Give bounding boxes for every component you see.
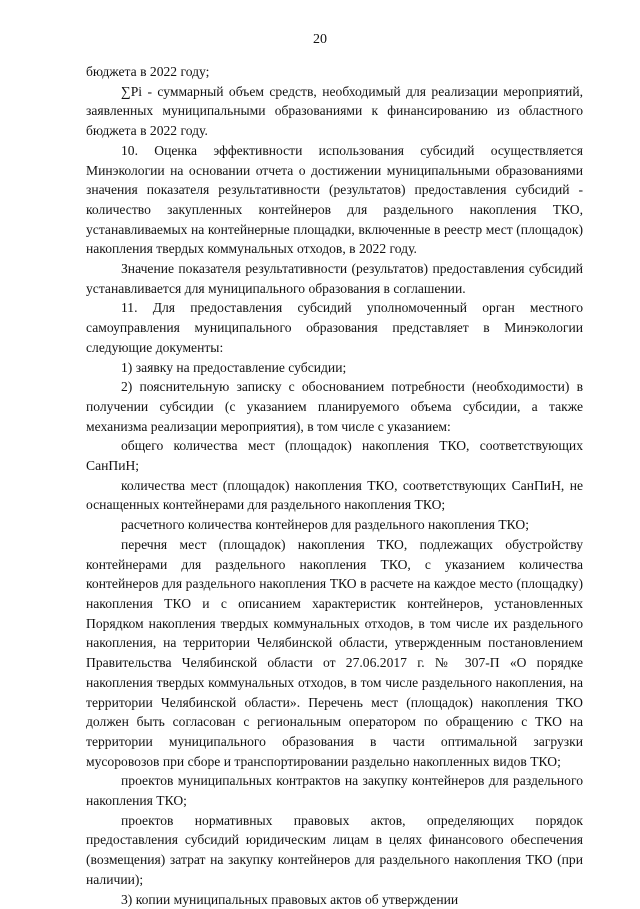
paragraph-sum-pi-definition: ∑Pi - суммарный объем средств, необходимый для реализации мероприятий, заявленных муниципальными образованиями к финансированию из областного бюджета в 2022 году. <box>86 83 583 139</box>
list-item-regulation-drafts: проектов нормативных правовых актов, определяющих порядок предоставления субсидий юридическим лицам в целях финансового обеспечения (возмещения) затрат на закупку контейнеров для раздельного накопления ТКО (при наличии); <box>86 812 583 887</box>
list-item-explanatory-note: 2) пояснительную записку с обоснованием потребности (необходимости) в получении субсидии (с указанием планируемого объема субсидии, а также механизма реализации мероприятия), в том числе с указанием: <box>86 379 583 434</box>
paragraph-item-11-documents: 11. Для предоставления субсидий уполномоченный орган местного самоуправления муниципального образования представляет в Минэкологии следующие документы: <box>86 300 583 355</box>
paragraph-indicator-value: Значение показателя результативности (результатов) предоставления субсидий устанавливается для муниципального образования в соглашении. <box>86 261 583 296</box>
list-item-copies-of-acts: 3) копии муниципальных правовых актов об утверждении <box>121 891 459 907</box>
list-item-unequipped-sites: количества мест (площадок) накопления ТКО, соответствующих СанПиН, не оснащенных контейнерами для раздельного накопления ТКО; <box>86 477 583 513</box>
list-item-container-count: расчетного количества контейнеров для раздельного накопления ТКО; <box>121 517 529 533</box>
list-item-contract-drafts: проектов муниципальных контрактов на закупку контейнеров для раздельного накопления ТКО; <box>86 773 583 809</box>
document-body <box>86 62 583 909</box>
list-item-total-sites: общего количества мест (площадок) накопления ТКО, соответствующих СанПиН; <box>86 438 583 474</box>
page-number: 20 <box>313 32 327 47</box>
list-item-site-list: перечня мест (площадок) накопления ТКО, подлежащих обустройству контейнерами для раздельного накопления ТКО, с указанием количества контейнеров для раздельного накопления ТКО в расчете на каждое место (площадку) накопления ТКО и с описанием характеристик контейнеров, установленных Порядком накопления твердых коммунальных отходов, в том числе их раздельного накопления, на территории Челябинской области, утвержденным постановлением Правительства Челябинской области от 27.06.2017 г. № 307-П «О порядке накопления твердых коммунальных отходов, в том числе раздельного накопления, на территории Челябинской области». Перечень мест (площадок) накопления ТКО должен быть согласован с региональным оператором по обращению с ТКО на территории муниципального образования в части оптимальной загрузки мусоровозов при сборе и транспортировании раздельно накопленных видов ТКО; <box>86 536 583 769</box>
paragraph-budget-continuation: бюджета в 2022 году; <box>86 64 210 79</box>
list-item-application: 1) заявку на предоставление субсидии; <box>121 359 347 375</box>
paragraph-item-10-efficiency: 10. Оценка эффективности использования субсидий осуществляется Минэкологии на основании отчета о достижении муниципальными образованиями значения показателя результативности (результатов) предоставления субсидий - количество закупленных контейнеров для раздельного накопления ТКО, устанавливаемых на контейнерные площадки, включенные в реестр мест (площадок) накопления твердых коммунальных отходов, в 2022 году. <box>86 142 583 257</box>
